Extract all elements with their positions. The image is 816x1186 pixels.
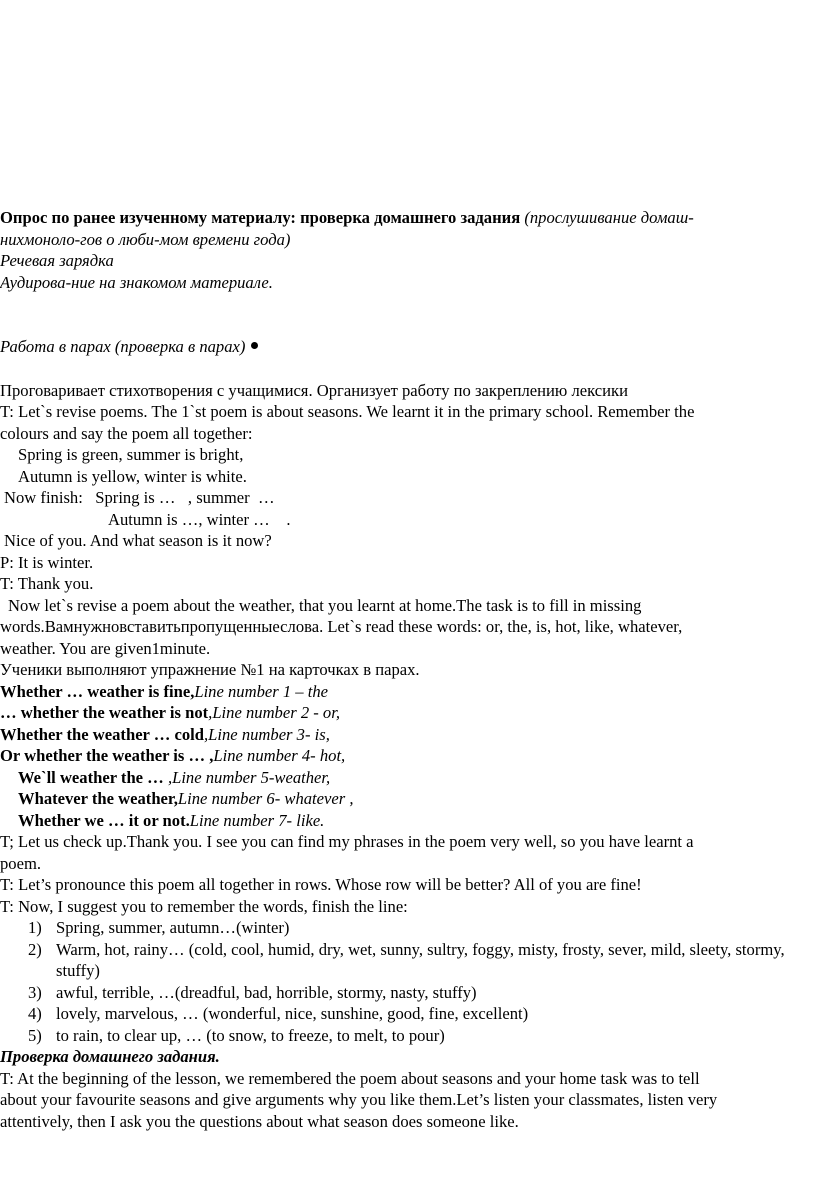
weather-task-a: Now let`s revise a poem about the weather, that you learnt at home.The task is to fill in missing — [8, 595, 642, 615]
poem-bold: We`ll weather the … — [18, 767, 168, 787]
pairs-text: Работа в парах (проверка в парах) — [0, 337, 246, 356]
poem-bold: Whether we … it or not. — [18, 810, 190, 830]
weather-task-c: weather. You are given1minute. — [0, 638, 211, 658]
pupil-answer: P: It is winter. — [0, 552, 94, 572]
nice-line: Nice of you. And what season is it now? — [4, 531, 272, 550]
pairs-work — [0, 336, 816, 358]
poem-line-2: Autumn is yellow, winter is white. — [18, 466, 247, 486]
list-text: Warm, hot, rainy… (cold, cool, humid, dry, wet, sunny, sultry, foggy, misty, frosty, sever, mild, sleety, stormy, stuffy) — [56, 939, 785, 980]
list-number: 2) — [28, 939, 42, 959]
list-item — [0, 982, 816, 1004]
homework-heading: Проверка домашнего задания. — [0, 1047, 220, 1066]
finish-line-2: Autumn is …, winter … . — [108, 509, 291, 529]
weather-task-b: words.Вамнужновставитьпропущенныеслова. Let`s read these words: or, the, is, hot, like, whatever, — [0, 617, 683, 636]
bullet-icon — [251, 342, 258, 349]
list-item — [0, 1003, 816, 1025]
list-text: to rain, to clear up, … (to snow, to freeze, to melt, to pour) — [56, 1025, 445, 1045]
header-line-1 — [0, 207, 816, 229]
finish-line-list — [0, 917, 816, 1046]
body-p1: Проговаривает стихотворения с учащимися. Организует работу по закреплению лексики — [0, 380, 628, 400]
title-bold: Опрос по ранее изученному материалу: проверка домашнего задания — [0, 208, 521, 227]
weather-poem-line-4 — [0, 745, 816, 767]
homework-line-1: T: At the beginning of the lesson, we remembered the poem about seasons and your home task was to tell — [0, 1068, 700, 1088]
weather-poem-line-3 — [0, 724, 816, 746]
list-text: awful, terrible, …(dreadful, bad, horrible, stormy, nasty, stuffy) — [56, 982, 477, 1002]
finish-line-1: Now finish: Spring is … , summer … — [4, 488, 275, 507]
poem-note: ,Line number 3- is, — [204, 724, 330, 744]
check-line-1b: poem. — [0, 853, 42, 873]
list-item — [0, 917, 816, 939]
weather-poem-line-2 — [0, 702, 816, 724]
homework-line-3: attentively, then I ask you the questions about what season does someone like. — [0, 1111, 519, 1131]
teacher-thanks: T: Thank you. — [0, 574, 94, 593]
weather-poem-line-6 — [0, 788, 816, 810]
list-number: 3) — [28, 982, 42, 1002]
list-text: Spring, summer, autumn…(winter) — [56, 918, 290, 937]
list-number: 5) — [28, 1025, 42, 1045]
poem-note: Line number 1 – the — [194, 681, 329, 701]
list-text: lovely, marvelous, … (wonderful, nice, sunshine, good, fine, excellent) — [56, 1004, 529, 1023]
poem-note: Line number 4- hot, — [213, 746, 346, 765]
body-p2a: T: Let`s revise poems. The 1`st poem is about seasons. We learnt it in the primary school. Remember the — [0, 402, 695, 421]
weather-poem-line-1 — [0, 681, 816, 703]
list-item — [0, 939, 816, 982]
title-italic: (прослушивание домаш- — [524, 208, 694, 227]
poem-note: ,Line number 2 - or, — [208, 703, 340, 722]
poem-note: Line number 7- like. — [189, 810, 325, 830]
list-number: 1) — [28, 918, 42, 937]
list-number: 4) — [28, 1004, 42, 1023]
poem-note: Line number 6- whatever , — [177, 789, 354, 808]
header-line-2: нихмоноло-гов о люби-мом времени года) — [0, 229, 291, 249]
poem-bold: Or whether the weather is … , — [0, 746, 214, 765]
document-body — [0, 207, 816, 1132]
check-line-3: T: Now, I suggest you to remember the words, finish the line: — [0, 896, 408, 916]
poem-bold: Whatever the weather, — [18, 789, 178, 808]
poem-bold: … whether the weather is not — [0, 703, 209, 722]
speech-warmup: Речевая зарядка — [0, 251, 114, 270]
weather-poem-line-5 — [0, 767, 816, 789]
poem-bold: Whether the weather … cold — [0, 724, 205, 744]
list-item — [0, 1025, 816, 1047]
students-line: Ученики выполняют упражнение №1 на карточках в парах. — [0, 660, 420, 679]
poem-bold: Whether … weather is fine, — [0, 681, 195, 701]
weather-poem-line-7 — [0, 810, 816, 832]
poem-note: ,Line number 5-weather, — [167, 767, 331, 787]
check-line-1a: T; Let us check up.Thank you. I see you can find my phrases in the poem very well, so you have learnt a — [0, 832, 694, 851]
check-line-2: T: Let’s pronounce this poem all together in rows. Whose row will be better? All of you are fine! — [0, 875, 642, 894]
homework-line-2: about your favourite seasons and give arguments why you like them.Let’s listen your classmates, listen very — [0, 1090, 718, 1109]
poem-line-1: Spring is green, summer is bright, — [18, 445, 244, 464]
body-p2b: colours and say the poem all together: — [0, 423, 253, 443]
listening-line: Аудирова-ние на знакомом материале. — [0, 272, 273, 292]
